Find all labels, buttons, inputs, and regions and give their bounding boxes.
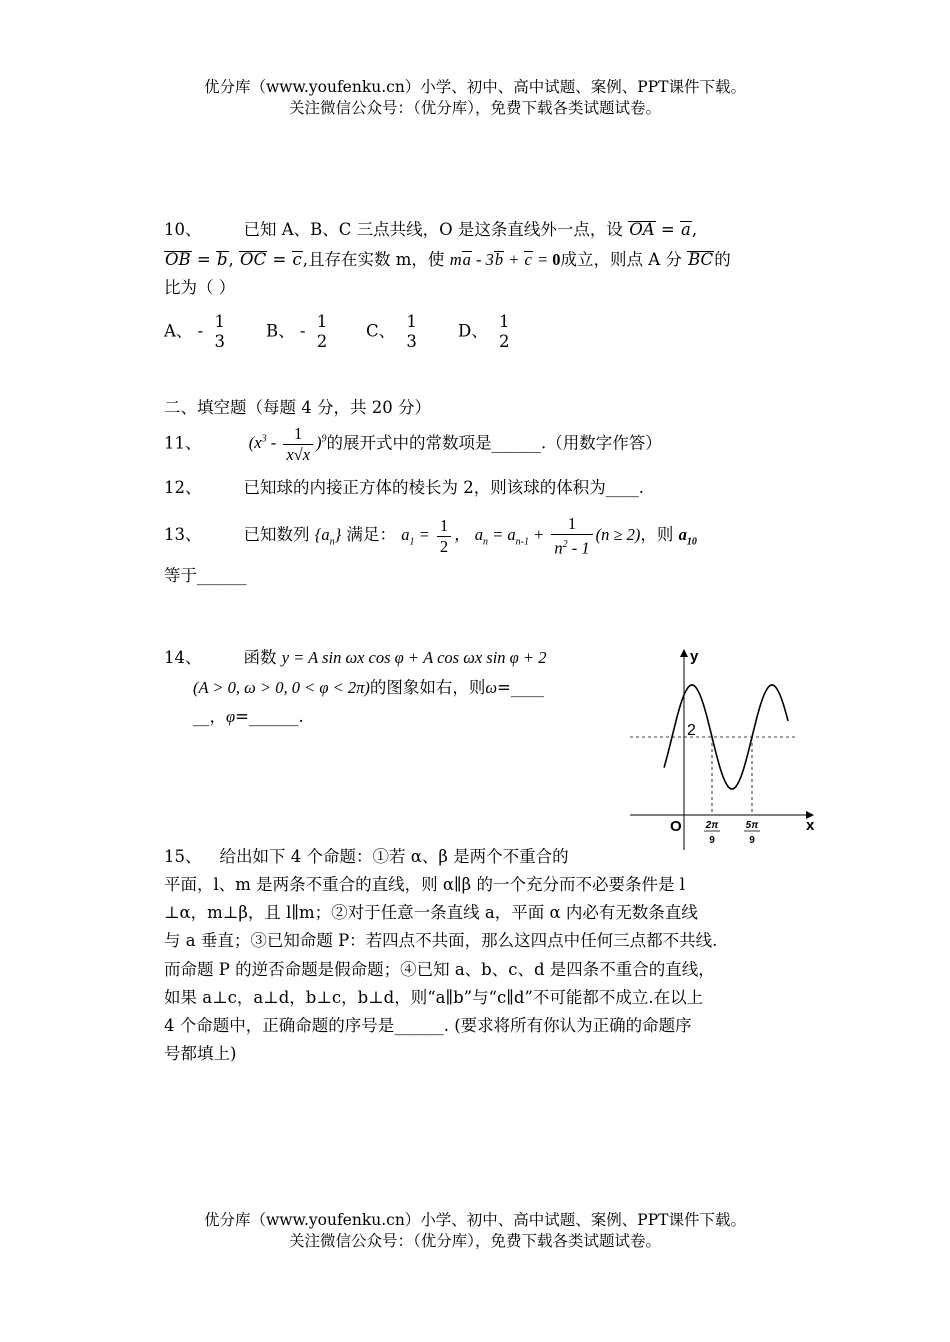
q14-number: 14、 [164, 648, 202, 667]
question-14 [164, 644, 604, 672]
q15-line: 给出如下 4 个命题：①若 α、β 是两个不重合的 [219, 847, 569, 866]
option-fraction [314, 312, 331, 352]
q14-condition: (A > 0, ω > 0, 0 < φ < 2π) [193, 678, 370, 697]
q14-text-1: 函数 [243, 648, 277, 667]
q10-option-c [366, 312, 423, 352]
footer-line-1: 优分库（www.youfenku.cn）小学、初中、高中试题、案例、PPT课件下载。 [203, 1211, 747, 1229]
vector-c: c [292, 250, 302, 269]
option-label: A、 [164, 321, 193, 341]
q10-text-2: 且存在实数 m，使 [308, 250, 445, 269]
q10-option-a [164, 312, 231, 352]
q13-text-4: 等于______ [164, 566, 247, 585]
tick2-denominator: 9 [749, 835, 755, 846]
option-sign: - [299, 321, 306, 341]
phi-symbol: φ [226, 707, 236, 726]
vector-a: a [680, 220, 691, 239]
q15-line: 平面，l、m 是两条不重合的直线，则 α∥β 的一个充分而不必要条件是 l [164, 875, 685, 894]
q13-sequence: $\{a_n\}$ [314, 525, 342, 548]
q14-function: y = A sin ωx cos φ + A cos ωx sin φ + 2 [281, 648, 547, 667]
vector-ob: OB [165, 250, 191, 269]
q14-graph [630, 645, 820, 855]
option-label: D、 [458, 321, 488, 341]
vector-oa: OA [629, 220, 655, 239]
q11-number: 11、 [164, 433, 202, 453]
q10-option-b [266, 312, 333, 352]
q10-text-1: 已知 A、B、C 三点共线，O 是这条直线外一点，设 [243, 220, 623, 239]
tick1-numerator: 2π [705, 820, 719, 831]
header-line-2: 关注微信公众号：（优分库），免费下载各类试题试卷。 [288, 99, 661, 117]
option-denominator: 3 [214, 332, 225, 351]
option-fraction [496, 312, 513, 352]
q11-text: 的展开式中的常数项是______.（用数字作答） [326, 433, 662, 453]
omega-symbol: ω [485, 678, 498, 697]
q14-text-3: =____ [497, 678, 544, 697]
q15-number: 15、 [164, 847, 202, 866]
option-denominator: 3 [406, 332, 417, 351]
question-14-line-2 [193, 674, 613, 702]
q10-text-3: 成立，则点 A 分 [560, 250, 682, 269]
option-fraction [212, 312, 229, 352]
q14-text-4: __， [193, 707, 226, 726]
option-denominator: 2 [316, 332, 328, 351]
option-sign: - [197, 321, 204, 341]
vector-b: b [216, 250, 228, 269]
q15-line: ⊥α，m⊥β，且 l∥m；②对于任意一条直线 a，平面 α 内必有无数条直线 [164, 903, 698, 923]
option-fraction [403, 312, 420, 352]
q12-number: 12、 [164, 478, 202, 497]
option-numerator: 1 [316, 312, 328, 331]
question-12 [164, 474, 644, 502]
question-11 [164, 424, 804, 465]
q14-text-5: =______. [235, 707, 304, 726]
q15-body [164, 871, 804, 1068]
question-15 [164, 843, 569, 871]
x-axis-label: x [806, 817, 815, 834]
option-label: B、 [266, 321, 295, 341]
q10-text-4: 的 [714, 250, 731, 269]
q12-text: 已知球的内接正方体的棱长为 2，则该球的体积为____. [243, 478, 644, 497]
header-line-1: 优分库（www.youfenku.cn）小学、初中、高中试题、案例、PPT课件下载。 [203, 78, 747, 96]
vector-bc: BC [688, 250, 714, 269]
option-numerator: 1 [214, 312, 225, 331]
question-10-line-2: OB = b, OC = c,且存在实数 m，使 ma - 3b + c = 0成立，则点 A 分 BC的 [165, 250, 731, 269]
footer-line-2: 关注微信公众号：（优分库），免费下载各类试题试卷。 [288, 1232, 661, 1250]
q15-line: 如果 a⊥c，a⊥d，b⊥c，b⊥d，则“a∥b”与“c∥d”不可能都不成立.在以上 [164, 987, 704, 1007]
y-axis-arrow [680, 649, 688, 657]
q10-number: 10、 [164, 220, 202, 239]
y-axis-label: y [690, 648, 699, 665]
q15-line: 号都填上) [164, 1044, 237, 1064]
origin-label: O [670, 818, 682, 835]
level-label: 2 [687, 722, 696, 739]
a10-symbol: $a_{10}$ [678, 525, 697, 548]
vector-oc: OC [240, 250, 267, 269]
q10-option-d [458, 312, 515, 352]
q13-text-2: 满足： [346, 525, 396, 545]
q11-expression: ($x^3$ - $\frac{1}{x√x}$ )$^9$ [248, 424, 327, 464]
tick2-numerator: 5π [745, 820, 759, 831]
section-2-title: 二、填空题（每题 4 分，共 20 分） [164, 398, 431, 417]
question-10: 10、 已知 A、B、C 三点共线，O 是这条直线外一点，设 OA = a, [164, 220, 698, 239]
q10-text-5: 比为（ ） [164, 278, 236, 297]
q15-line: 与 a 垂直；③已知命题 P：若四点不共面，那么这四点中任何三点都不共线. [164, 931, 718, 951]
option-label: C、 [366, 321, 396, 341]
option-denominator: 2 [498, 332, 510, 351]
q13-formula: $a_1$ = $\frac{1}{2}$ ， $a_n = a_{n-1}$ + $\frac{1}{n^2 - 1}$ (n ≥ 2) [401, 514, 641, 558]
question-13 [164, 514, 804, 559]
q13-text-1: 已知数列 [243, 525, 310, 545]
q15-line: 4 个命题中，正确命题的序号是______. (要求将所有你认为正确的命题序 [164, 1016, 692, 1036]
q14-text-2: 的图象如右，则 [369, 678, 486, 697]
q10-equation: ma - 3b + c = 0 [449, 250, 561, 269]
option-numerator: 1 [498, 312, 510, 331]
q13-number: 13、 [164, 525, 202, 545]
q13-text-3: ，则 [640, 525, 674, 545]
question-14-line-3 [193, 703, 304, 731]
q15-line: 而命题 P 的逆否命题是假命题；④已知 a、b、c、d 是四条不重合的直线， [164, 959, 715, 979]
tick1-denominator: 9 [709, 835, 715, 846]
option-numerator: 1 [406, 312, 417, 331]
